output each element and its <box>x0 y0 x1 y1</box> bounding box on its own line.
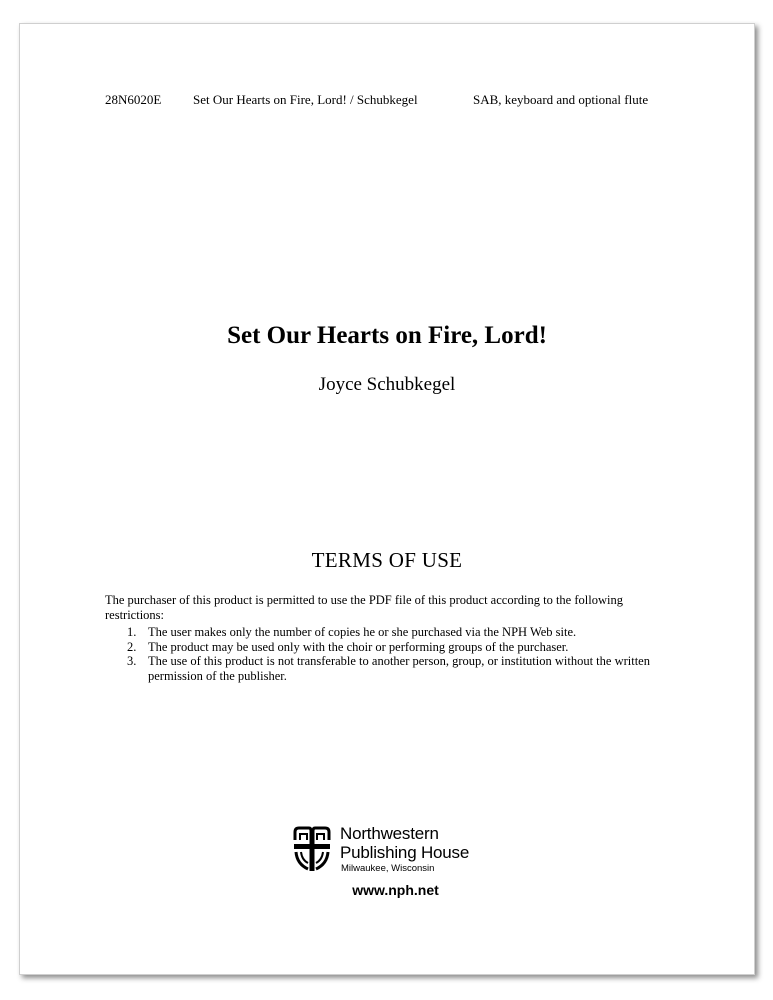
terms-item-text: The product may be used only with the choir or performing groups of the purchaser. <box>148 639 569 654</box>
nph-cross-icon <box>293 826 331 872</box>
terms-intro: The purchaser of this product is permitted to use the PDF file of this product according to the following restrictions: <box>105 593 623 622</box>
publisher-logo <box>293 824 493 876</box>
terms-item-number: 2. <box>127 639 137 654</box>
publisher-website: www.nph.net <box>352 882 439 898</box>
terms-item-number: 3. <box>127 654 137 668</box>
page-title: Set Our Hearts on Fire, Lord! <box>227 322 547 349</box>
document-page <box>19 23 755 975</box>
terms-item-number: 1. <box>127 625 137 639</box>
terms-item <box>105 640 685 655</box>
product-code: 28N6020E <box>105 92 162 107</box>
terms-heading: TERMS OF USE <box>311 548 463 572</box>
terms-item-text: The user makes only the number of copies he or she purchased via the NPH Web site. <box>148 625 577 639</box>
terms-item-text: The use of this product is not transferable to another person, group, or institution without the written permission of the publisher. <box>148 654 650 683</box>
publisher-name <box>340 824 469 862</box>
terms-item <box>105 625 685 640</box>
header-voicing: SAB, keyboard and optional flute <box>473 92 649 107</box>
terms-list <box>105 625 685 683</box>
terms-item <box>105 654 685 683</box>
composer-name: Joyce Schubkegel <box>318 374 456 395</box>
publisher-city: Milwaukee, Wisconsin <box>341 863 435 874</box>
header-title: Set Our Hearts on Fire, Lord! / Schubkegel <box>193 92 418 107</box>
publisher-name-line2: Publishing House <box>340 843 470 862</box>
publisher-name-line1: Northwestern <box>340 824 439 843</box>
